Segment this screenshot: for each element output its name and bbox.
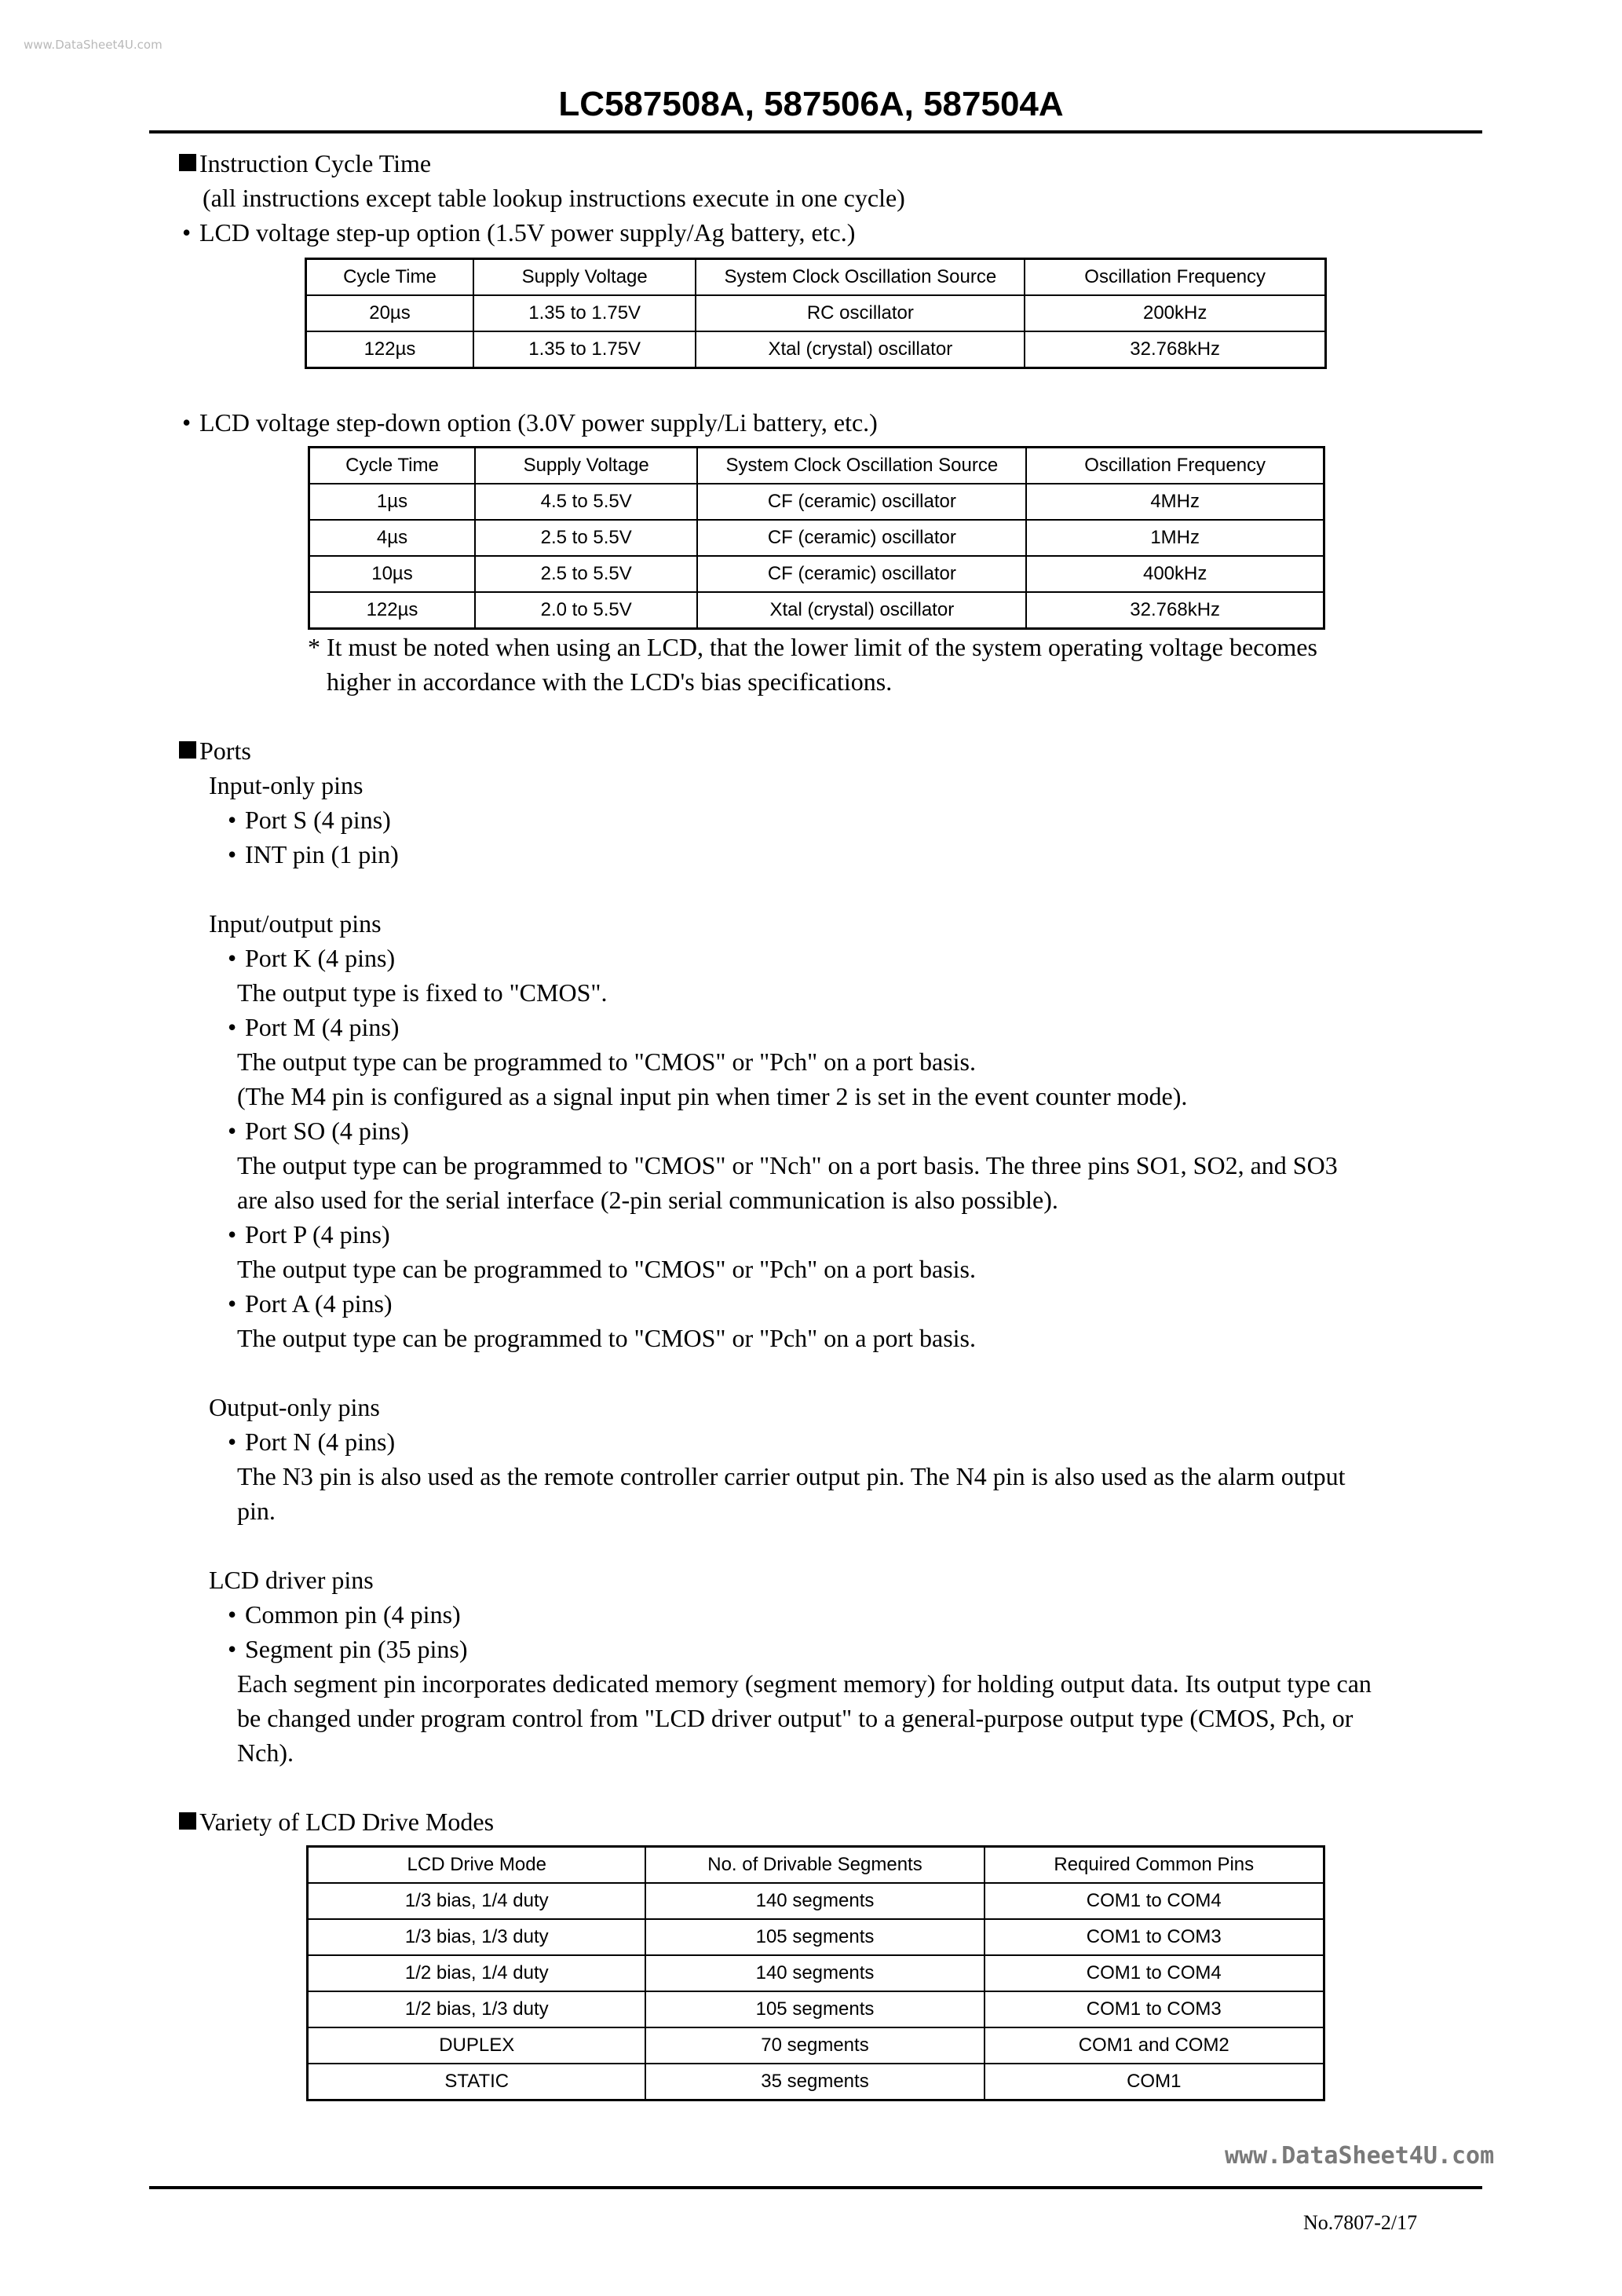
table-cell: 1/2 bias, 1/4 duty [308, 1955, 646, 1991]
bullet-icon: • [228, 1013, 237, 1041]
table-row [308, 1919, 1324, 1955]
port-n: • Port N (4 pins) [228, 1424, 395, 1459]
watermark-top: www.DataSheet4U.com [24, 38, 163, 52]
table-header-cell: Supply Voltage [475, 448, 697, 484]
port-so-desc2: are also used for the serial interface (2-pin serial communication is also possible). [237, 1186, 1058, 1214]
bullet-icon: • [228, 806, 237, 834]
table-cell: 200kHz [1025, 295, 1325, 331]
lcd-driver-heading: LCD driver pins [209, 1566, 374, 1594]
table-cell: 400kHz [1026, 556, 1324, 592]
table-cell: COM1 and COM2 [985, 2027, 1324, 2064]
table-cell: 35 segments [645, 2064, 984, 2100]
bullet-icon: • [182, 408, 192, 437]
table-header-cell: Cycle Time [309, 448, 476, 484]
table-header-cell: System Clock Oscillation Source [697, 448, 1026, 484]
table-cell: 70 segments [645, 2027, 984, 2064]
stepup-label: • LCD voltage step-up option (1.5V power supply/Ag battery, etc.) [182, 215, 855, 250]
table-row [306, 295, 1326, 331]
table-cell: 1MHz [1026, 520, 1324, 556]
table-header-row [309, 448, 1324, 484]
table-cell: 140 segments [645, 1955, 984, 1991]
table-cell: COM1 to COM4 [985, 1883, 1324, 1919]
table-cell: 2.0 to 5.5V [475, 592, 697, 629]
table-cell: 20µs [306, 295, 474, 331]
square-bullet-icon [179, 154, 196, 171]
page-number: No.7807-2/17 [1303, 2211, 1418, 2234]
table-cell: Xtal (crystal) oscillator [697, 592, 1026, 629]
square-bullet-icon [179, 1812, 196, 1830]
instruction-note: (all instructions except table lookup instructions execute in one cycle) [203, 184, 905, 212]
table-cell: 4.5 to 5.5V [475, 484, 697, 520]
table-header-cell: Oscillation Frequency [1026, 448, 1324, 484]
table-cell: 32.768kHz [1026, 592, 1324, 629]
bullet-icon: • [228, 1600, 237, 1629]
table-lcd-modes [306, 1845, 1325, 2101]
table-cell: COM1 to COM3 [985, 1919, 1324, 1955]
table-header-cell: LCD Drive Mode [308, 1847, 646, 1884]
common-pin: • Common pin (4 pins) [228, 1597, 461, 1632]
table-cell: 4MHz [1026, 484, 1324, 520]
port-m-desc1: The output type can be programmed to "CMOS" or "Pch" on a port basis. [237, 1047, 976, 1076]
table-cell: 122µs [306, 331, 474, 368]
table-row [309, 556, 1324, 592]
port-so-desc1: The output type can be programmed to "CMOS" or "Nch" on a port basis. The three pins SO1, SO2, and SO3 [237, 1151, 1338, 1179]
table-cell: DUPLEX [308, 2027, 646, 2064]
square-bullet-icon [179, 741, 196, 759]
section-heading-lcd-modes: Variety of LCD Drive Modes [179, 1804, 494, 1839]
section-heading-instruction: Instruction Cycle Time [179, 146, 431, 181]
bullet-icon: • [228, 1220, 237, 1249]
segment-desc1: Each segment pin incorporates dedicated memory (segment memory) for holding output data. Its output type can [237, 1669, 1372, 1698]
table-header-row [308, 1847, 1324, 1884]
table-cell: 140 segments [645, 1883, 984, 1919]
header-rule [149, 130, 1482, 133]
table-header-cell: System Clock Oscillation Source [696, 259, 1025, 296]
port-n-desc2: pin. [237, 1497, 276, 1525]
table-cell: 122µs [309, 592, 476, 629]
table-row [308, 2064, 1324, 2100]
watermark-bottom[interactable]: www.DataSheet4U.com [1225, 2142, 1495, 2170]
footer-rule [149, 2186, 1482, 2189]
table-cell: CF (ceramic) oscillator [697, 520, 1026, 556]
table-header-cell: No. of Drivable Segments [645, 1847, 984, 1884]
port-so: • Port SO (4 pins) [228, 1113, 409, 1148]
port-k: • Port K (4 pins) [228, 941, 395, 975]
table-cell: 1.35 to 1.75V [473, 295, 696, 331]
table-stepup [305, 258, 1327, 369]
table-row [309, 484, 1324, 520]
table-cell: 10µs [309, 556, 476, 592]
table-cell: COM1 to COM3 [985, 1991, 1324, 2027]
table-cell: Xtal (crystal) oscillator [696, 331, 1025, 368]
input-output-heading: Input/output pins [209, 909, 382, 938]
segment-desc2: be changed under program control from "LCD driver output" to a general-purpose output type (CMOS, Pch, or [237, 1704, 1353, 1732]
table-cell: RC oscillator [696, 295, 1025, 331]
stepdown-label: • LCD voltage step-down option (3.0V power supply/Li battery, etc.) [182, 405, 878, 440]
port-p: • Port P (4 pins) [228, 1217, 390, 1252]
table-cell: 1/3 bias, 1/4 duty [308, 1883, 646, 1919]
table-cell: 1µs [309, 484, 476, 520]
table-header-cell: Cycle Time [306, 259, 474, 296]
input-only-heading: Input-only pins [209, 771, 363, 799]
section-heading-ports: Ports [179, 733, 251, 768]
table-row [306, 331, 1326, 368]
table-header-cell: Required Common Pins [985, 1847, 1324, 1884]
table-cell: CF (ceramic) oscillator [697, 484, 1026, 520]
table-cell: 1.35 to 1.75V [473, 331, 696, 368]
table-cell: 2.5 to 5.5V [475, 556, 697, 592]
table-row [309, 592, 1324, 629]
table-cell: COM1 to COM4 [985, 1955, 1324, 1991]
table-cell: 1/3 bias, 1/3 duty [308, 1919, 646, 1955]
port-k-desc: The output type is fixed to "CMOS". [237, 978, 608, 1007]
bullet-icon: • [228, 1635, 237, 1663]
port-p-desc: The output type can be programmed to "CMOS" or "Pch" on a port basis. [237, 1255, 976, 1283]
port-n-desc1: The N3 pin is also used as the remote controller carrier output pin. The N4 pin is also used as the alarm output [237, 1462, 1346, 1490]
output-only-heading: Output-only pins [209, 1393, 380, 1421]
table-header-cell: Supply Voltage [473, 259, 696, 296]
port-a: • Port A (4 pins) [228, 1286, 393, 1321]
table-cell: 105 segments [645, 1991, 984, 2027]
segment-desc3: Nch). [237, 1738, 294, 1767]
table-cell: STATIC [308, 2064, 646, 2100]
table-stepdown [308, 446, 1325, 630]
table-cell: COM1 [985, 2064, 1324, 2100]
table-cell: 2.5 to 5.5V [475, 520, 697, 556]
table-row [309, 520, 1324, 556]
table-row [308, 1991, 1324, 2027]
footnote-line1: * It must be noted when using an LCD, that the lower limit of the system operating voltage becomes [308, 633, 1317, 661]
table-cell: 4µs [309, 520, 476, 556]
bullet-icon: • [228, 1117, 237, 1145]
table-cell: 105 segments [645, 1919, 984, 1955]
footnote-line2: higher in accordance with the LCD's bias specifications. [327, 667, 893, 696]
bullet-icon: • [228, 840, 237, 868]
table-row [308, 2027, 1324, 2064]
table-row [308, 1955, 1324, 1991]
bullet-icon: • [228, 1428, 237, 1456]
segment-pin: • Segment pin (35 pins) [228, 1632, 468, 1666]
int-pin: • INT pin (1 pin) [228, 837, 399, 872]
table-header-cell: Oscillation Frequency [1025, 259, 1325, 296]
port-m-desc2: (The M4 pin is configured as a signal input pin when timer 2 is set in the event counter mode). [237, 1082, 1188, 1110]
table-cell: 32.768kHz [1025, 331, 1325, 368]
port-a-desc: The output type can be programmed to "CMOS" or "Pch" on a port basis. [237, 1324, 976, 1352]
port-m: • Port M (4 pins) [228, 1010, 399, 1044]
bullet-icon: • [182, 218, 192, 247]
table-cell: CF (ceramic) oscillator [697, 556, 1026, 592]
table-cell: 1/2 bias, 1/3 duty [308, 1991, 646, 2027]
bullet-icon: • [228, 944, 237, 972]
port-s: • Port S (4 pins) [228, 803, 391, 837]
page-title: LC587508A, 587506A, 587504A [558, 85, 1064, 123]
table-row [308, 1883, 1324, 1919]
bullet-icon: • [228, 1289, 237, 1318]
table-header-row [306, 259, 1326, 296]
